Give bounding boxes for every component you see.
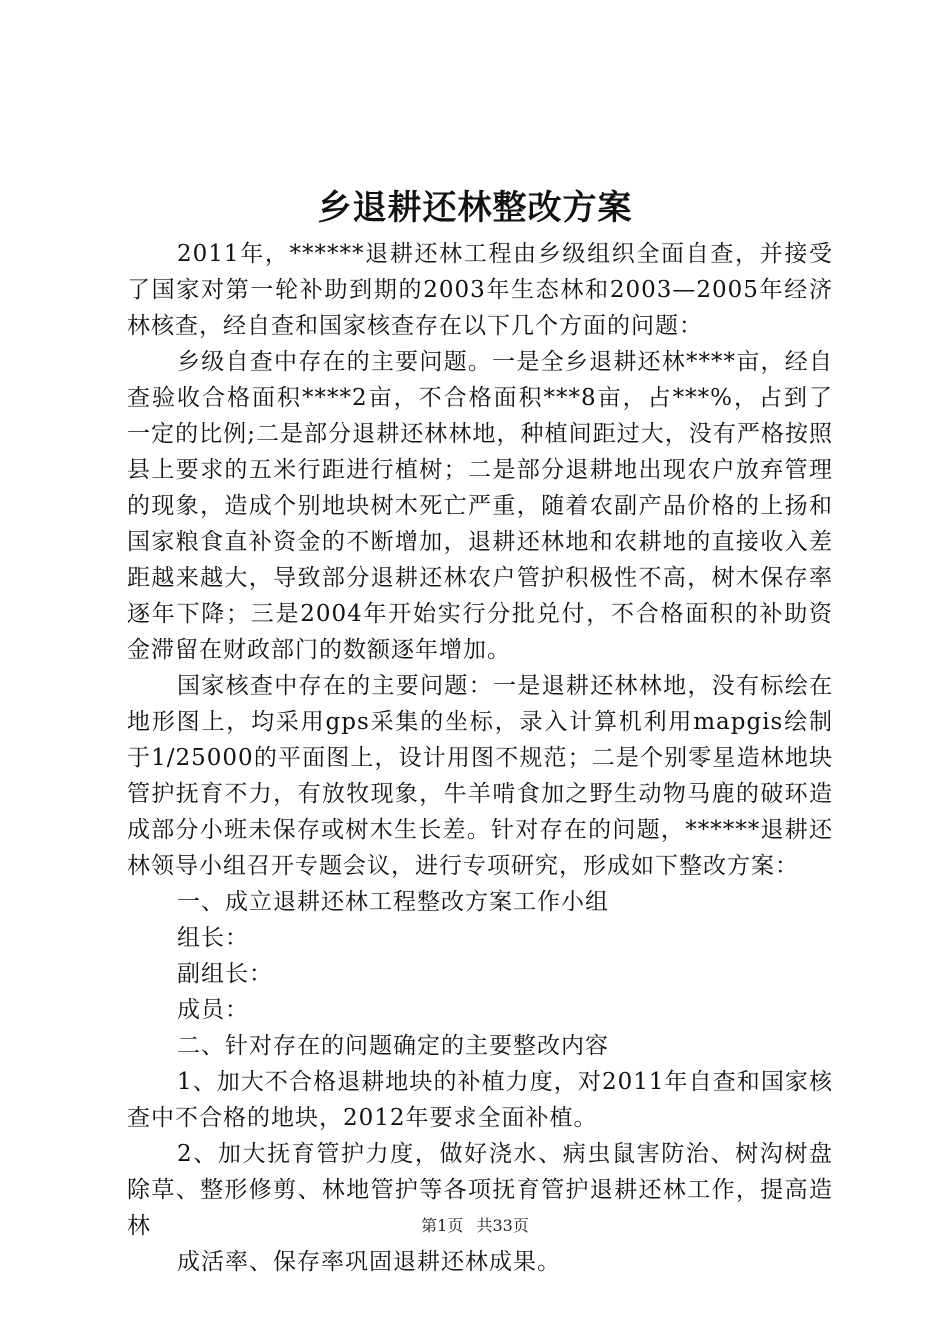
rectification-item-2-continued: 成活率、保存率巩固退耕还林成果。 [177, 1249, 561, 1275]
page-footer [0, 1214, 950, 1238]
paragraph-national-check-issues: 国家核查中存在的主要问题：一是退耕还林林地，没有标绘在地形图上，均采用gps采集的坐标，录入计算机利用mapgis绘制于1/25000的平面图上，设计用图不规范；二是个别零星造林地块管护抚育不力，有放牧现象，牛羊啃食加之野生动物马鹿的破环造成部分小班未保存或树木生长差。针对存在的问题，******退耕还林领导小组召开专题会议，进行专项研究，形成如下整改方案： [127, 673, 833, 879]
paragraph-intro: 2011年，******退耕还林工程由乡级组织全面自查，并接受了国家对第一轮补助到期的2003年生态林和2003—2005年经济林核查，经自查和国家核查存在以下几个方面的问题： [127, 241, 833, 339]
rectification-item-2: 2、加大抚育管护力度，做好浇水、病虫鼠害防治、树沟树盘除草、整形修剪、林地管护等各项抚育管护退耕还林工作，提高造林 [127, 1141, 833, 1239]
rectification-item-1: 1、加大不合格退耕地块的补植力度，对2011年自查和国家核查中不合格的地块，2012年要求全面补植。 [127, 1069, 833, 1131]
group-leader-line: 组长： [177, 925, 249, 951]
members-line: 成员： [177, 997, 249, 1023]
page-total: 共33页 [476, 1216, 529, 1235]
document-title: 乡退耕还林整改方案 [317, 188, 633, 228]
deputy-leader-line: 副组长： [177, 961, 273, 987]
section-heading-rectification-content: 二、针对存在的问题确定的主要整改内容 [177, 1033, 609, 1059]
document-body [127, 236, 833, 1280]
paragraph-self-check-issues: 乡级自查中存在的主要问题。一是全乡退耕还林****亩，经自查验收合格面积****2亩，不合格面积***8亩，占***%，占到了一定的比例;二是部分退耕还林林地，种植间距过大，没有严格按照县上要求的五米行距进行植树；二是部分退耕地出现农户放弃管理的现象，造成个别地块树木死亡严重，随着农副产品价格的上扬和国家粮食直补资金的不断增加，退耕还林地和农耕地的直接收入差距越来越大，导致部分退耕还林农户管护积极性不高，树木保存率逐年下降；三是2004年开始实行分批兑付，不合格面积的补助资金滞留在财政部门的数额逐年增加。 [127, 349, 833, 663]
section-heading-working-group: 一、成立退耕还林工程整改方案工作小组 [177, 889, 609, 915]
page-number: 第1页 [421, 1216, 464, 1235]
